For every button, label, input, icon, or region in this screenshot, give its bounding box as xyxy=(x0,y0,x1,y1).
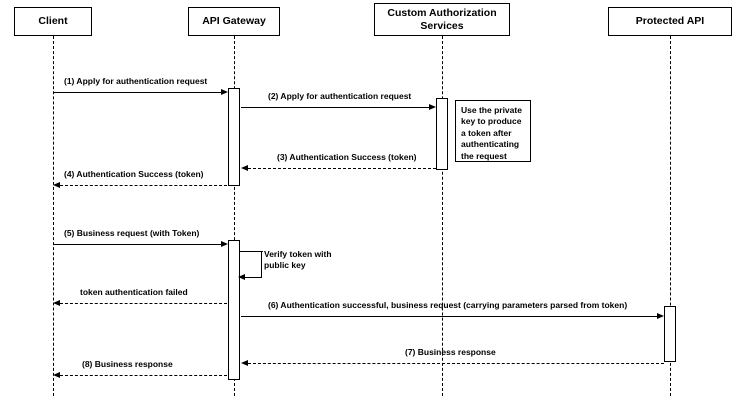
message-4-line xyxy=(60,185,227,186)
message-8-line xyxy=(60,375,227,376)
message-3-line xyxy=(248,168,436,169)
note-verify-token xyxy=(264,249,340,279)
note-private-key xyxy=(455,100,531,162)
message-5-line xyxy=(54,244,221,245)
message-2-arrowhead xyxy=(429,104,436,110)
message-8-label: (8) Business response xyxy=(82,359,173,369)
participant-custom-auth-label: Custom Authorization Services xyxy=(387,7,497,32)
activation-custom-auth xyxy=(436,98,448,170)
message-fail-label: token authentication failed xyxy=(80,287,188,297)
self-message-arrowhead xyxy=(238,274,245,280)
message-4-arrowhead xyxy=(53,182,60,188)
participant-api-gateway-label: API Gateway xyxy=(202,15,266,28)
message-3-arrowhead xyxy=(241,165,248,171)
participant-api-gateway[interactable] xyxy=(188,7,280,36)
activation-api-gateway-business xyxy=(228,240,240,380)
note-private-key-text: Use the private key to produce a token after authenticating the request xyxy=(461,105,522,161)
message-fail-line xyxy=(60,303,227,304)
lifeline-custom-auth xyxy=(442,36,443,396)
participant-custom-auth[interactable] xyxy=(374,3,510,36)
participant-protected-api[interactable] xyxy=(608,7,732,36)
message-7-label: (7) Business response xyxy=(405,347,496,357)
message-3-label: (3) Authentication Success (token) xyxy=(277,152,417,162)
message-7-arrowhead xyxy=(241,360,248,366)
self-message-top-segment xyxy=(240,251,263,252)
message-6-line xyxy=(241,316,657,317)
message-8-arrowhead xyxy=(53,372,60,378)
self-message-bottom-segment xyxy=(243,277,262,278)
message-1-arrowhead xyxy=(221,89,228,95)
message-5-label: (5) Business request (with Token) xyxy=(64,228,200,238)
participant-client-label: Client xyxy=(38,15,68,28)
participant-protected-api-label: Protected API xyxy=(635,15,705,28)
activation-api-gateway-auth xyxy=(228,88,240,186)
message-1-line xyxy=(54,92,221,93)
activation-protected-api xyxy=(664,306,676,362)
lifeline-client xyxy=(53,36,54,396)
message-1-label: (1) Apply for authentication request xyxy=(64,76,208,86)
message-6-arrowhead xyxy=(657,313,664,319)
message-7-line xyxy=(248,363,664,364)
message-4-label: (4) Authentication Success (token) xyxy=(64,169,204,179)
note-verify-token-text: Verify token with public key xyxy=(264,249,332,271)
message-5-arrowhead xyxy=(221,241,228,247)
message-2-line xyxy=(241,107,429,108)
message-2-label: (2) Apply for authentication request xyxy=(268,91,412,101)
self-message-right-segment xyxy=(261,251,262,277)
participant-client[interactable] xyxy=(14,7,92,36)
message-fail-arrowhead xyxy=(53,300,60,306)
message-6-label: (6) Authentication successful, business request (carrying parameters parsed from token) xyxy=(268,300,628,310)
